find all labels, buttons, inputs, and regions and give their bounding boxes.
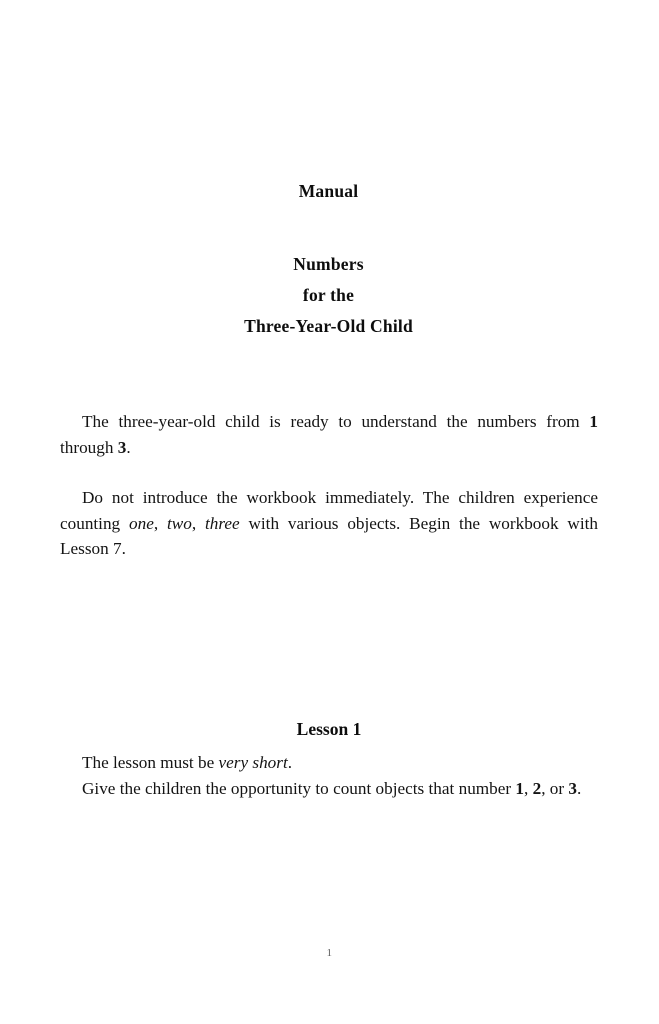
title-block	[60, 176, 597, 342]
lesson-line-2-text-before: Give the children the opportunity to count objects that number	[82, 778, 516, 798]
document-title-manual: Manual	[298, 181, 359, 201]
paragraph-intro-text-after: .	[126, 437, 131, 457]
paragraph-workbook	[60, 485, 598, 562]
document-title-line-3: Three-Year-Old Child	[244, 316, 413, 336]
lesson-line-2-bold-three: 3	[568, 778, 577, 798]
paragraph-workbook-text-after: with various objects. Begin the workbook with Lesson 7.	[60, 513, 598, 558]
paragraph-intro-bold-three: 3	[117, 437, 127, 457]
lesson-line-1-text-after: .	[287, 753, 293, 772]
lesson-line-2-text-middle: , or	[541, 778, 569, 798]
paragraph-intro-text-middle: through	[60, 437, 118, 457]
paragraph-workbook-comma-2: ,	[191, 513, 205, 533]
lesson-line-2-bold-two: 2	[532, 778, 542, 798]
paragraph-workbook-italic-one: one	[129, 513, 154, 533]
paragraph-intro-text-before: The three-year-old child is ready to understand the numbers from	[82, 412, 590, 431]
paragraph-workbook-text-before: Do not introduce the workbook immediately. The children experience counting	[60, 488, 598, 533]
paragraph-workbook-comma-1: ,	[153, 513, 167, 533]
lesson-line-1-italic: very short	[218, 753, 288, 772]
lesson-line-2	[60, 776, 598, 802]
lesson-line-1	[60, 750, 598, 776]
document-title-line-1: Numbers	[293, 254, 364, 274]
paragraph-workbook-italic-three: three	[204, 513, 240, 533]
document-title-line-2: for the	[302, 285, 355, 305]
lesson-heading: Lesson 1	[296, 719, 362, 739]
paragraph-workbook-italic-two: two	[166, 513, 192, 533]
body-block	[60, 409, 598, 562]
paragraph-intro-bold-one: 1	[589, 412, 598, 431]
lesson-line-1-text-before: The lesson must be	[82, 753, 219, 772]
lesson-line-2-comma-1: ,	[524, 778, 533, 798]
paragraph-intro	[60, 409, 598, 460]
lesson-line-2-text-after: .	[577, 778, 582, 798]
page-number: 1	[326, 947, 333, 959]
lesson-line-2-bold-one: 1	[515, 778, 524, 798]
lesson-block	[60, 750, 598, 801]
